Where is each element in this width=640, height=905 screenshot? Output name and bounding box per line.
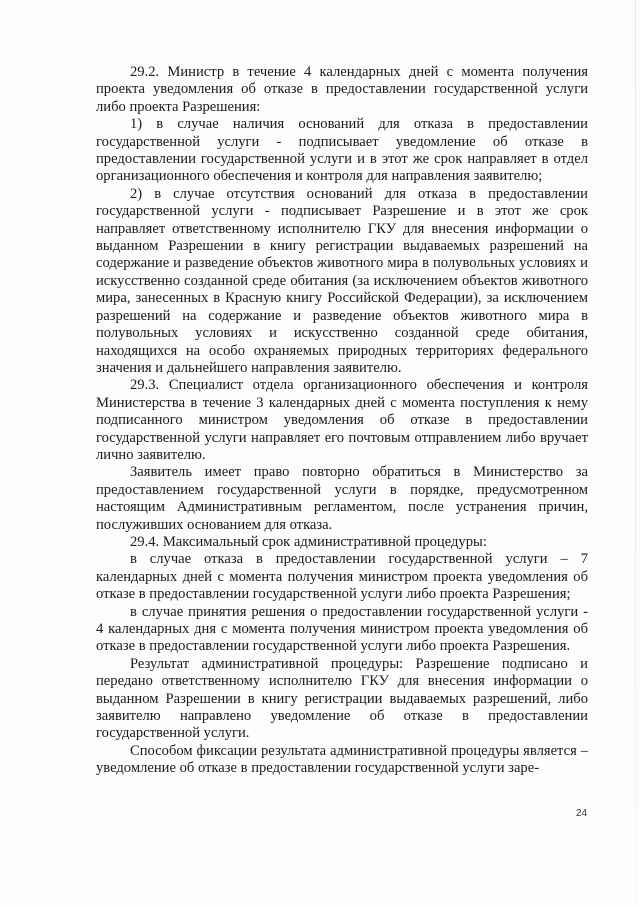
paragraph-reapply: Заявитель имеет право повторно обратиться в Министерство за предоставлением государственной услуги в порядке, предусмотренном настоящим Административным регламентом, после устранения причин, послуживших основанием для отказа. xyxy=(96,464,588,533)
paragraph-29-4-refusal: в случае отказа в предоставлении государственной услуги – 7 календарных дней с момента получения министром проекта уведомления об отказе в предоставлении государственной услуги либо проекта Разрешения; xyxy=(96,551,588,603)
page-number: 24 xyxy=(576,808,588,819)
paragraph-29-2-item-1: 1) в случае наличия оснований для отказа в предоставлении государственной услуги - подписывает уведомление об отказе в предоставлении государственной услуги и в этот же срок направляет в отдел организационного обеспечения и контроля для направления заявителю; xyxy=(96,116,588,185)
paragraph-fixation: Способом фиксации результата административной процедуры является – уведомление об отказе в предоставлении государственной услуги заре- xyxy=(96,742,588,777)
paragraph-result: Результат административной процедуры: Разрешение подписано и передано ответственному исполнителю ГКУ для внесения информации о выданном Разрешении в книгу регистрации выдаваемых разрешений, либо заявителю направлено уведомление об отказе в предоставлении государственной услуги. xyxy=(96,655,588,742)
paragraph-29-2: 29.2. Министр в течение 4 календарных дней с момента получения проекта уведомления об отказе в предоставлении государственной услуги либо проекта Разрешения: xyxy=(96,64,588,115)
paragraph-29-4: 29.4. Максимальный срок административной процедуры: xyxy=(130,533,487,550)
paragraph-29-2-item-2: 2) в случае отсутствия оснований для отказа в предоставлении государственной услуги - подписывает Разрешение и в этот же срок направляет ответственному исполнителю ГКУ для внесения информации о выданном Разрешении в книгу регистрации выдаваемых разрешений на содержание и разведение объектов животного мира в полувольных условиях и искусственно созданной среде обитания (за исключением объектов животного мира, занесенных в Красную книгу Российской Федерации), за исключением разрешений на содержание и разведение объектов животного мира в полувольных условиях и искусственно созданной среде обитания, находящихся на особо охраняемых природных территориях федерального значения и дальнейшего направления заявителю. xyxy=(96,185,588,376)
paragraph-29-4-grant: в случае принятия решения о предоставлении государственной услуги - 4 календарных дня с момента получения министром проекта уведомления об отказе в предоставлении государственной услуги либо проекта Разрешения. xyxy=(96,603,588,655)
scan-edge xyxy=(635,0,636,905)
document-body xyxy=(96,64,588,778)
paragraph-29-3: 29.3. Специалист отдела организационного обеспечения и контроля Министерства в течение 3 календарных дней с момента поступления к нему подписанного министром уведомления об отказе в предоставлении государственной услуги направляет его почтовым отправлением либо вручает лично заявителю. xyxy=(96,377,588,463)
